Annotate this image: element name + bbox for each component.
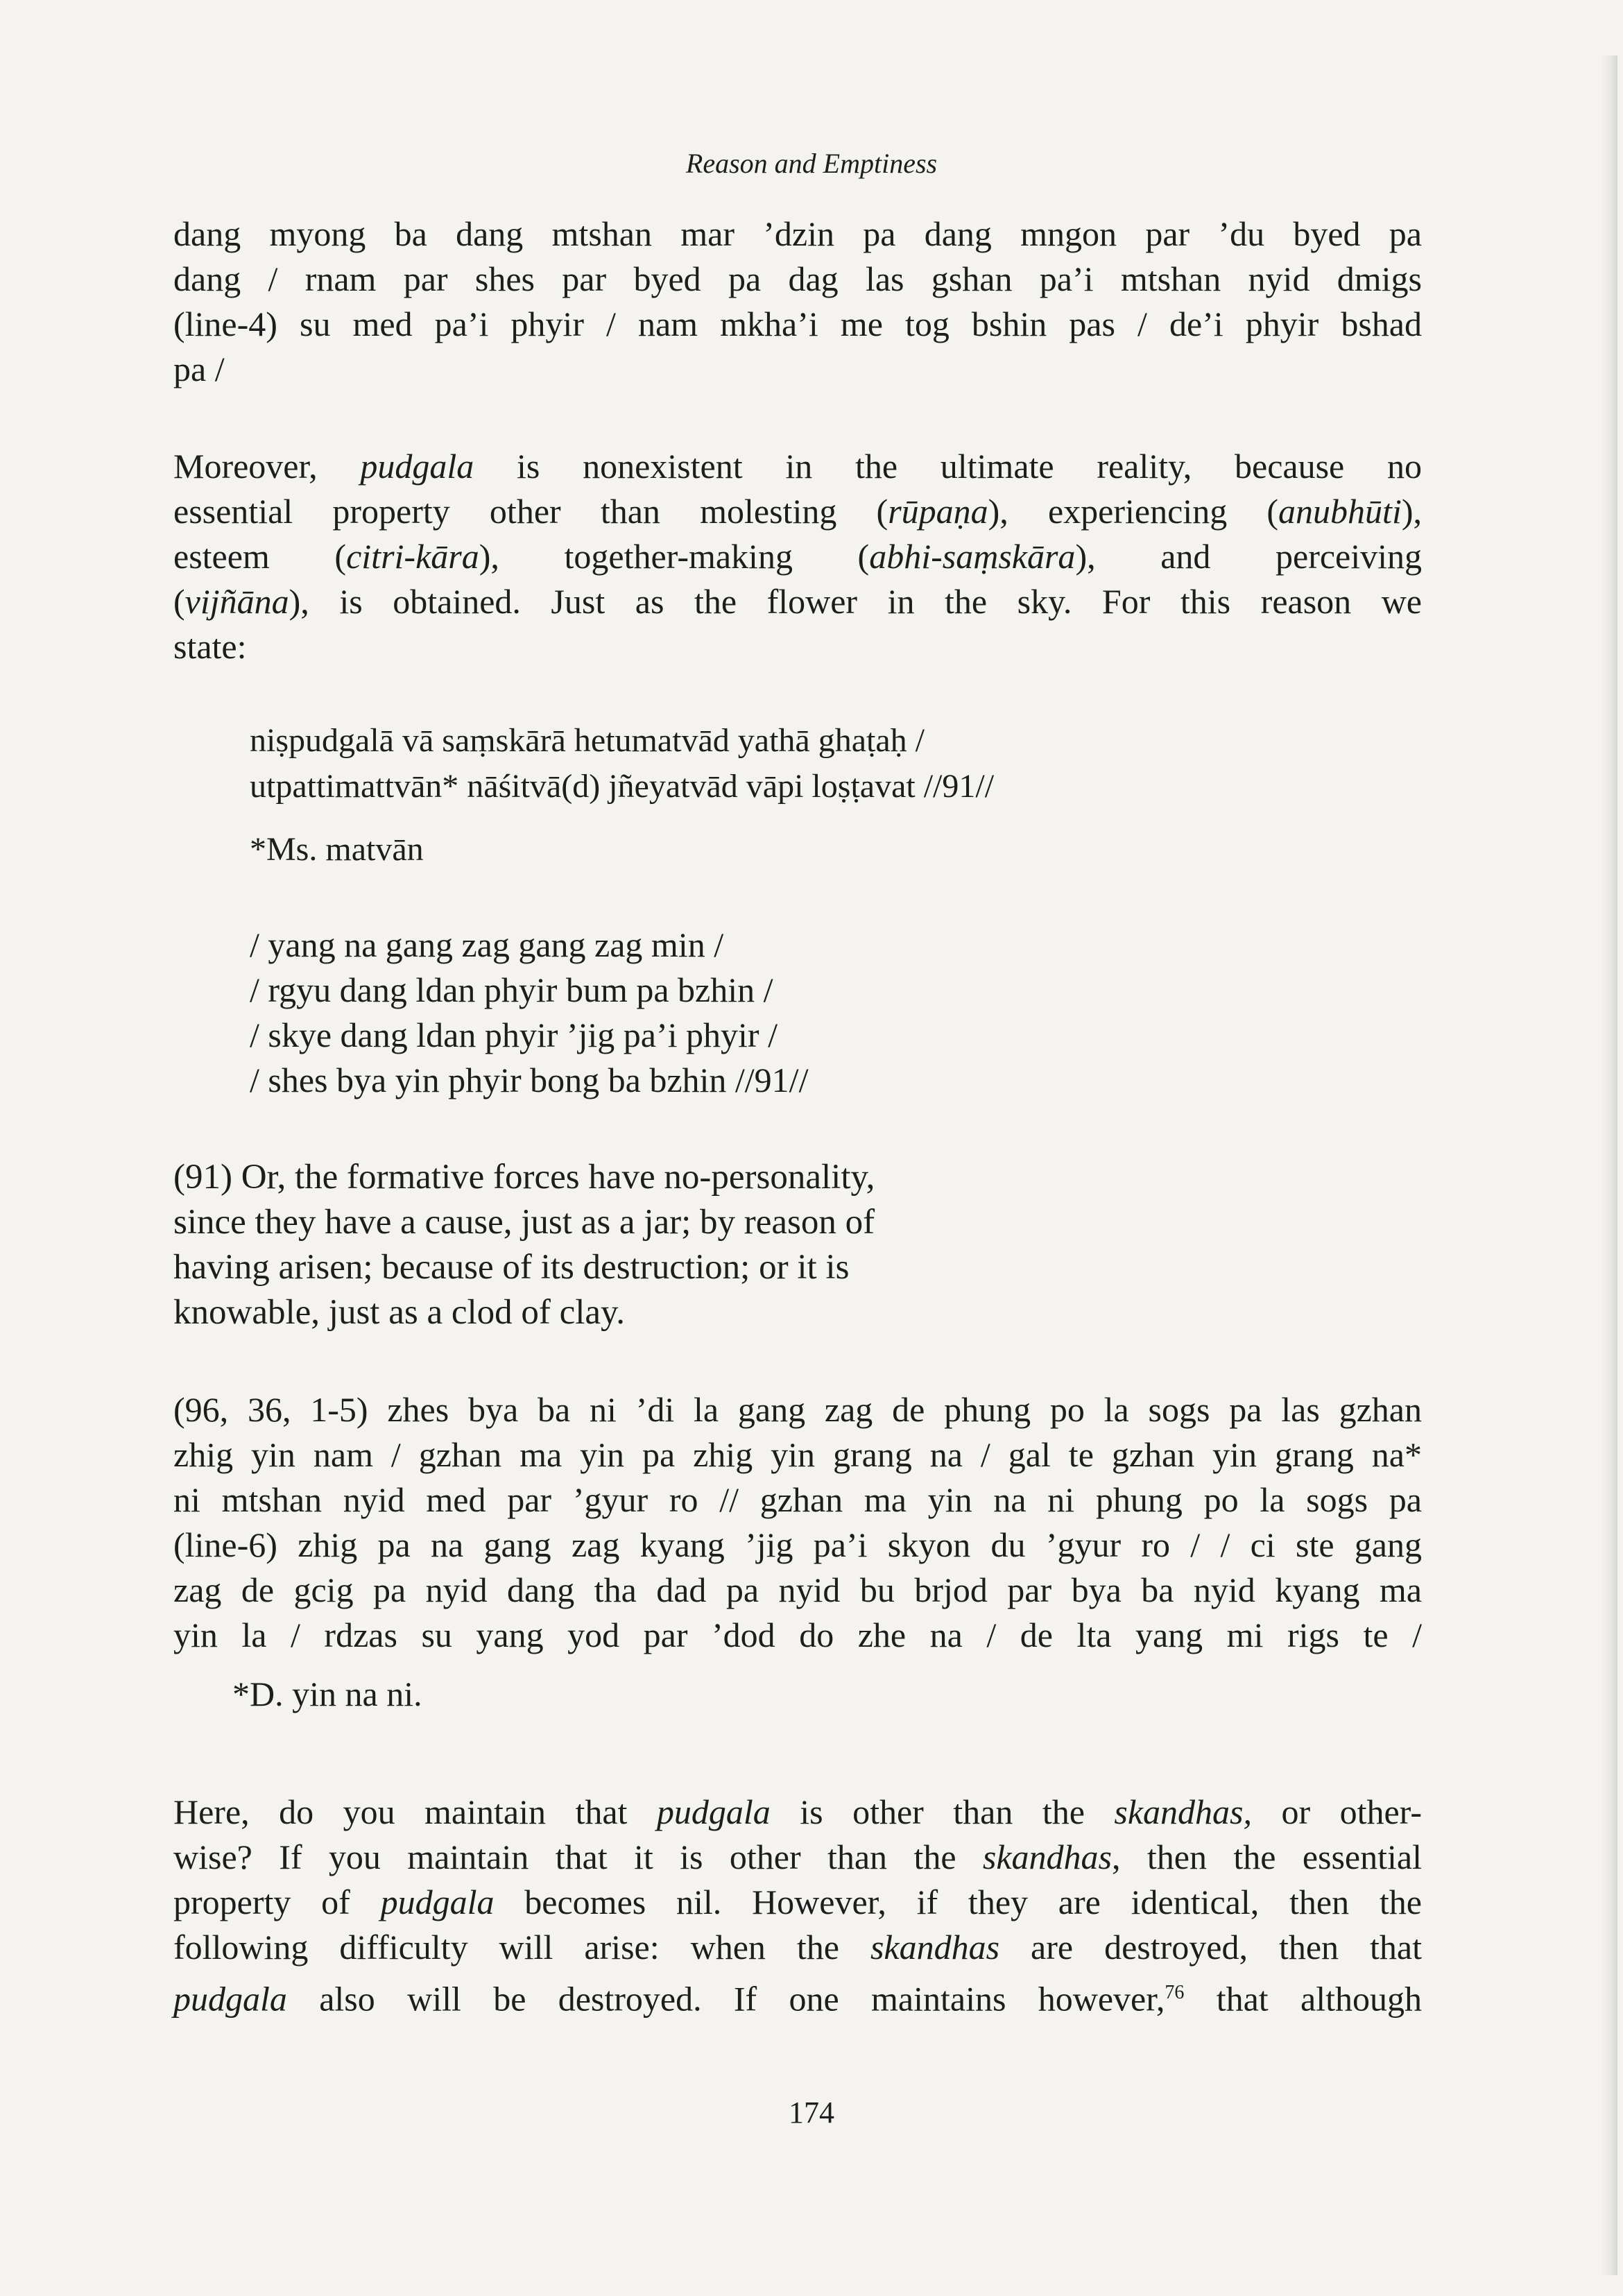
text-line xyxy=(173,534,1422,579)
italic-term: anubhūti xyxy=(1278,492,1402,531)
text-line: (line-4) su med pa’i phyir / nam mkha’i me tog bshin pas / de’i phyir bshad xyxy=(173,305,1422,343)
text-run: Here, do you maintain that xyxy=(173,1792,657,1831)
text-line xyxy=(173,1790,1422,1835)
text-run: essential property other than molesting ( xyxy=(173,492,888,531)
text-run: ), together-making ( xyxy=(479,537,870,576)
text-line: having arisen; because of its destruction; or it is xyxy=(173,1248,850,1287)
italic-term: rūpaṇa xyxy=(888,492,988,531)
tibetan-passage-1 xyxy=(173,212,1422,392)
tibetan-passage-2 xyxy=(173,1387,1422,1717)
text-run: ), experiencing ( xyxy=(988,492,1279,531)
text-run: ( xyxy=(173,582,185,621)
text-run: property of xyxy=(173,1883,381,1921)
text-line: (91) Or, the formative forces have no-personality, xyxy=(173,1158,875,1197)
manuscript-note: *Ms. matvān xyxy=(250,831,424,868)
page-number: 174 xyxy=(789,2096,834,2130)
edition-note: *D. yin na ni. xyxy=(232,1674,422,1713)
text-run: becomes nil. However, if they are identical, then the xyxy=(494,1883,1422,1921)
text-line xyxy=(173,1925,1422,1970)
text-run: or other- xyxy=(1252,1792,1422,1831)
italic-term: skandhas, xyxy=(1114,1792,1253,1831)
footnote-marker: 76 xyxy=(1165,1982,1185,2003)
text-line: dang myong ba dang mtshan mar ’dzin pa dang mngon par ’du byed pa xyxy=(173,214,1422,253)
page-edge-shadow xyxy=(1601,55,1617,2275)
text-line: (line-6) zhig pa na gang zag kyang ’jig pa’i skyon du ’gyur ro / / ci ste gang xyxy=(173,1525,1422,1564)
text-line: zhig yin nam / gzhan ma yin pa zhig yin grang na / gal te gzhan yin grang na* xyxy=(173,1435,1422,1474)
text-line xyxy=(173,489,1422,534)
text-run: ), is obtained. Just as the flower in the sky. For this reason we xyxy=(289,582,1422,621)
text-line: zag de gcig pa nyid dang tha dad pa nyid bu brjod par bya ba nyid kyang ma xyxy=(173,1570,1422,1609)
text-line xyxy=(173,1880,1422,1925)
text-line: dang / rnam par shes par byed pa dag las gshan pa’i mtshan nyid dmigs xyxy=(173,259,1422,298)
text-run: that although xyxy=(1184,1979,1422,2019)
text-run: esteem ( xyxy=(173,537,347,576)
text-run: ), and perceiving xyxy=(1075,537,1423,576)
text-run: is other than the xyxy=(770,1792,1115,1831)
italic-term: pudgala xyxy=(380,1883,495,1921)
text-run: is nonexistent in the ultimate reality, because no xyxy=(474,447,1422,486)
text-line xyxy=(173,1835,1422,1880)
text-line: state: xyxy=(173,627,247,666)
text-run: following difficulty will arise: when the xyxy=(173,1928,870,1967)
english-passage-2 xyxy=(173,1790,1422,2022)
verse-line: / skye dang ldan phyir ’jig pa’i phyir / xyxy=(250,1016,778,1054)
italic-term: skandhas xyxy=(982,1837,1113,1876)
verse-translation xyxy=(173,1155,1006,1335)
tibetan-verse xyxy=(250,923,1429,1103)
italic-term: pudgala xyxy=(360,447,474,486)
italic-term: skandhas xyxy=(870,1928,1000,1967)
text-run: , then the essential xyxy=(1112,1837,1422,1876)
italic-term: pudgala xyxy=(173,1979,287,2019)
text-line: ni mtshan nyid med par ’gyur ro // gzhan ma yin na ni phung po la sogs pa xyxy=(173,1480,1422,1519)
italic-term: abhi-saṃskāra xyxy=(869,537,1076,576)
text-line: yin la / rdzas su yang yod par ’dod do zhe na / de lta yang mi rigs te / xyxy=(173,1616,1422,1654)
verse-line: / yang na gang zag gang zag min / xyxy=(250,925,724,964)
text-line: pa / xyxy=(173,350,225,388)
text-run: wise? If you maintain that it is other than the xyxy=(173,1837,983,1876)
text-line: (96, 36, 1-5) zhes bya ba ni ’di la gang zag de phung po la sogs pa las gzhan xyxy=(173,1390,1422,1429)
running-head: Reason and Emptiness xyxy=(685,148,938,179)
italic-term: pudgala xyxy=(656,1792,771,1831)
text-line xyxy=(173,444,1422,489)
text-line: knowable, just as a clod of clay. xyxy=(173,1293,625,1332)
text-line: since they have a cause, just as a jar; by reason of xyxy=(173,1203,875,1242)
italic-term: citri-kāra xyxy=(346,537,479,576)
english-passage-1 xyxy=(173,444,1422,669)
text-line xyxy=(173,579,1422,624)
sanskrit-verse xyxy=(250,718,1429,873)
verse-line: niṣpudgalā vā saṃskārā hetumatvād yathā ghaṭaḥ / xyxy=(250,722,925,759)
text-line xyxy=(173,1970,1422,2022)
text-run: also will be destroyed. If one maintains however, xyxy=(286,1979,1165,2019)
text-run: are destroyed, then that xyxy=(999,1928,1422,1967)
italic-term: vijñāna xyxy=(184,582,289,621)
verse-line: / shes bya yin phyir bong ba bzhin //91// xyxy=(250,1061,809,1099)
verse-line: / rgyu dang ldan phyir bum pa bzhin / xyxy=(250,970,773,1009)
verse-line: utpattimattvān* nāśitvā(d) jñeyatvād vāpi loṣṭavat //91// xyxy=(250,768,995,805)
text-run: Moreover, xyxy=(173,447,361,486)
text-run: ), xyxy=(1401,492,1422,531)
